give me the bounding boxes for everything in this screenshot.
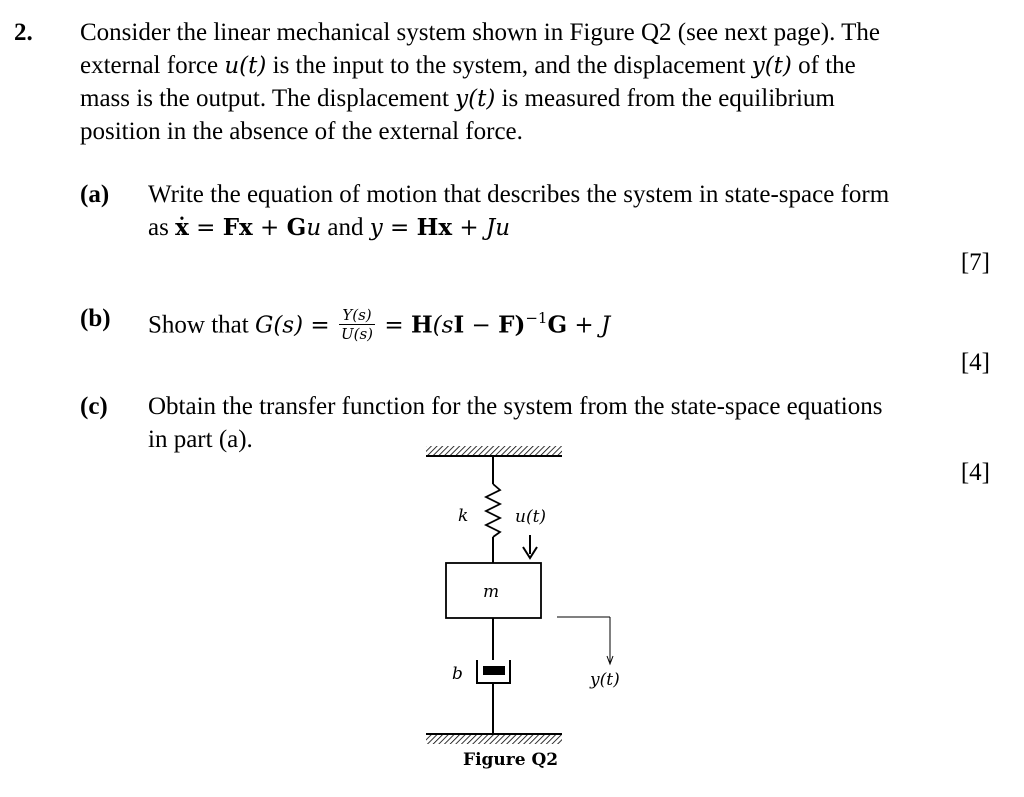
question-number: 2.	[14, 19, 33, 46]
damper-label-b: b	[452, 664, 463, 684]
part-c-line-1: Obtain the transfer function for the system from the state-space equations	[148, 393, 883, 420]
part-b-equation: Show that G(s) = $\frac{Y(s)}{U(s)}$ = H(sI − F)$^{-1}$G + J	[148, 306, 611, 344]
displacement-arrow	[557, 617, 613, 664]
question-line-4: position in the absence of the external force.	[80, 118, 523, 145]
part-a-equation: as ẋ = Fx + Gu and y = Hx + Ju	[148, 214, 511, 241]
damper	[477, 618, 510, 734]
part-a-marks: [7]	[960, 249, 990, 276]
top-ground	[426, 446, 562, 456]
spring	[486, 456, 500, 563]
part-b-marks: [4]	[960, 349, 990, 376]
mass-label-m: m	[483, 582, 500, 602]
force-arrow	[523, 535, 537, 558]
part-a-line-1: Write the equation of motion that describes the system in state-space form	[148, 181, 890, 208]
question-line-3: mass is the output. The displacement y(t) is measured from the equilibrium	[80, 85, 835, 112]
force-label-u: u(t)	[515, 507, 547, 527]
displacement-label-y: y(t)	[590, 670, 620, 690]
question-line-2: external force u(t) is the input to the system, and the displacement y(t) of the	[80, 52, 856, 79]
figure-caption: Figure Q2	[463, 750, 559, 770]
part-b-label: (b)	[80, 305, 111, 332]
question-line-1: Consider the linear mechanical system shown in Figure Q2 (see next page). The	[80, 19, 881, 46]
part-a-label: (a)	[80, 181, 110, 208]
spring-label-k: k	[458, 506, 469, 526]
part-c-line-2: in part (a).	[148, 426, 253, 453]
part-c-marks: [4]	[960, 459, 990, 486]
transfer-fraction: $\frac{Y(s)}{U(s)}$	[340, 306, 374, 344]
bottom-ground	[426, 734, 562, 744]
part-c-label: (c)	[80, 393, 108, 420]
